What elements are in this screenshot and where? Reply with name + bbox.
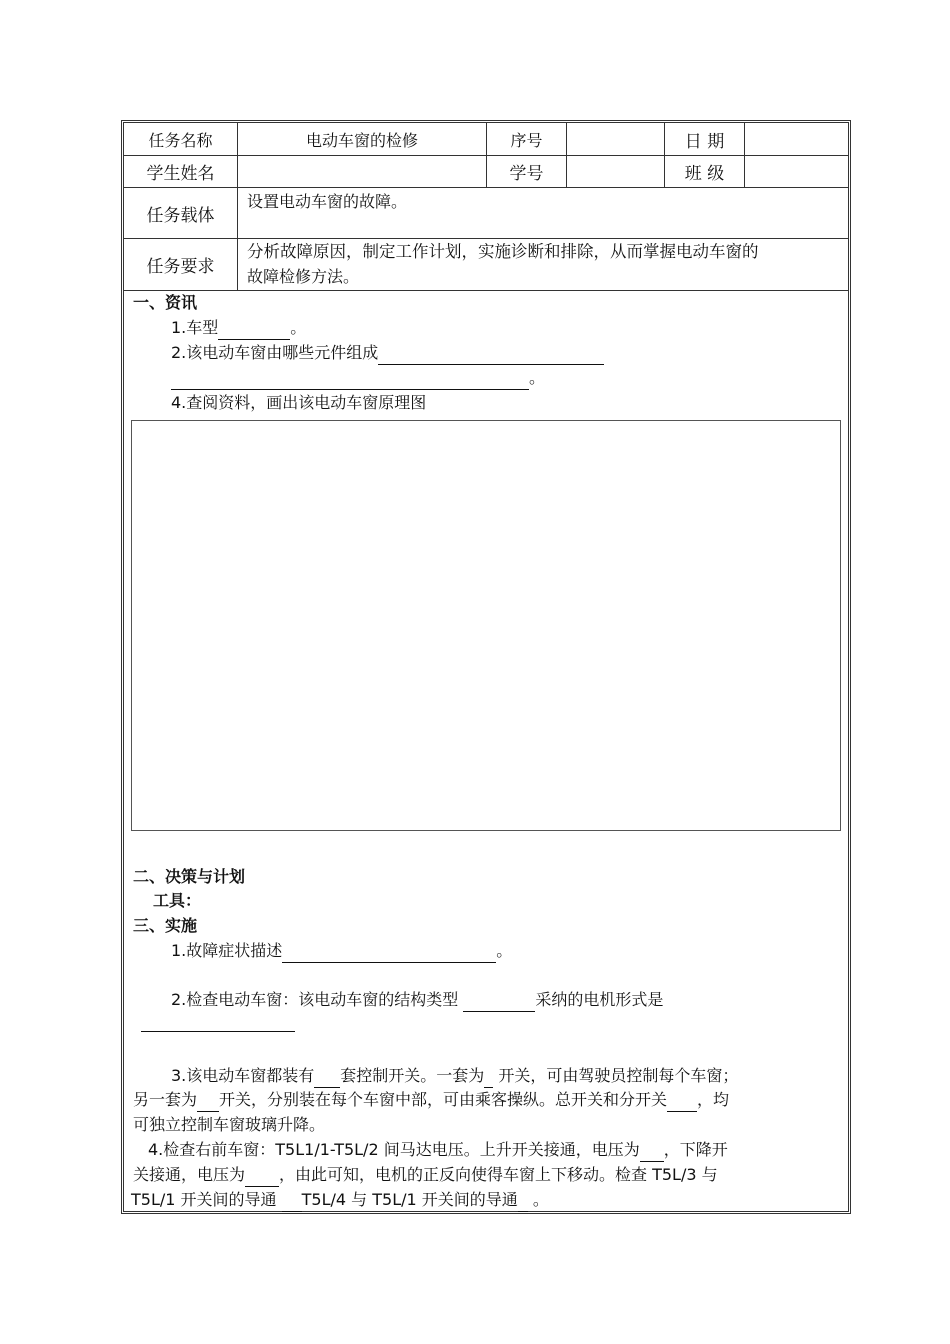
switch-relation-blank[interactable] xyxy=(667,1093,697,1112)
step-2 xyxy=(171,988,663,1012)
components-blank-2[interactable] xyxy=(171,371,529,390)
continuity-blank-2[interactable] xyxy=(518,1193,528,1212)
section-1-heading: 一、资讯 xyxy=(133,293,198,312)
step-4-line1 xyxy=(148,1138,728,1162)
question-2-end: 。 xyxy=(529,368,546,387)
down-voltage-blank[interactable] xyxy=(245,1168,279,1187)
step-4-text-d: ，由此可知，电机的正反向使得车窗上下移动。检查 T5L/3 与 xyxy=(279,1165,718,1184)
row-divider xyxy=(123,290,849,291)
components-blank-1[interactable] xyxy=(378,346,604,365)
date-label: 日 期 xyxy=(684,131,725,152)
task-requirement-label: 任务要求 xyxy=(146,257,215,277)
step-4-text-g: 。 xyxy=(532,1190,549,1209)
section-2-heading: 二、决策与计划 xyxy=(133,867,246,886)
step-4-text-c: 关接通，电压为 xyxy=(133,1165,246,1184)
question-1-end: 。 xyxy=(290,318,307,337)
symptom-blank[interactable] xyxy=(282,944,496,963)
step-4-text-a: 4.检查右前车窗：T5L1/1-T5L/2 间马达电压。上升开关接通，电压为 xyxy=(148,1140,640,1159)
step-3-text-e: 开关，分别装在每个车窗中部，可由乘客操纵。总开关和分开关 xyxy=(219,1090,668,1109)
class-value-cell[interactable] xyxy=(745,156,848,187)
step-3-line2 xyxy=(133,1088,729,1112)
sequence-label: 序号 xyxy=(510,130,543,150)
step-2-middle: 采纳的电机形式是 xyxy=(535,990,664,1009)
step-1 xyxy=(171,939,512,963)
continuity-blank-1[interactable] xyxy=(282,1193,302,1212)
switch-sets-blank[interactable] xyxy=(314,1069,340,1088)
class-label: 班 级 xyxy=(684,164,725,184)
task-requirement-line1: 分析故障原因，制定工作计划，实施诊断和排除，从而掌握电动车窗的 xyxy=(247,242,759,261)
question-2-text: 2.该电动车窗由哪些元件组成 xyxy=(171,343,379,362)
step-3-text-a: 3.该电动车窗都装有 xyxy=(171,1066,315,1085)
question-1 xyxy=(171,316,306,340)
section-3-heading: 三、实施 xyxy=(133,916,198,935)
step-4-line2 xyxy=(133,1163,718,1187)
task-name-value: 电动车窗的检修 xyxy=(305,130,418,150)
tools-label: 工具： xyxy=(153,891,202,910)
step-2-text: 2.检查电动车窗：该电动车窗的结构类型 xyxy=(171,990,459,1009)
step-3-text-f: ，均 xyxy=(697,1090,730,1109)
task-carrier-value: 设置电动车窗的故障。 xyxy=(247,192,408,211)
student-name-value-cell[interactable] xyxy=(238,156,486,187)
date-value-cell[interactable] xyxy=(745,123,848,155)
car-model-blank[interactable] xyxy=(218,321,290,340)
step-4-line3 xyxy=(131,1188,549,1212)
student-number-value-cell[interactable] xyxy=(567,156,664,187)
student-name-label: 学生姓名 xyxy=(146,164,215,184)
task-requirement-line2: 故障检修方法。 xyxy=(247,267,360,286)
question-2 xyxy=(171,341,604,365)
step-3-line1 xyxy=(171,1064,738,1088)
step-3-text-c: 开关，可由驾驶员控制每个车窗； xyxy=(498,1066,739,1085)
step-4-text-f: T5L/4 与 T5L/1 开关间的导通 xyxy=(301,1190,518,1209)
step-4-text-b: ，下降开 xyxy=(663,1140,728,1159)
step-3-line3: 可独立控制车窗玻璃升降。 xyxy=(133,1115,326,1134)
task-carrier-label: 任务载体 xyxy=(146,205,215,226)
step-4-text-e: T5L/1 开关间的导通 xyxy=(131,1190,277,1209)
question-2-cont xyxy=(171,366,545,390)
sequence-value-cell[interactable] xyxy=(567,123,664,155)
schematic-drawing-area[interactable] xyxy=(131,420,841,831)
structure-type-blank[interactable] xyxy=(463,993,535,1012)
sub-switch-blank[interactable] xyxy=(197,1093,219,1112)
student-number-label: 学号 xyxy=(509,164,544,184)
question-1-text: 1.车型 xyxy=(171,318,219,337)
question-4: 4.查阅资料，画出该电动车窗原理图 xyxy=(171,393,427,412)
master-switch-blank[interactable] xyxy=(484,1069,493,1088)
step-1-end: 。 xyxy=(496,941,513,960)
task-name-label: 任务名称 xyxy=(148,130,213,150)
up-voltage-blank[interactable] xyxy=(640,1143,664,1162)
step-1-text: 1.故障症状描述 xyxy=(171,941,283,960)
step-3-text-d: 另一套为 xyxy=(133,1090,198,1109)
motor-type-blank[interactable] xyxy=(141,1031,295,1032)
step-3-text-b: 套控制开关。一套为 xyxy=(340,1066,485,1085)
